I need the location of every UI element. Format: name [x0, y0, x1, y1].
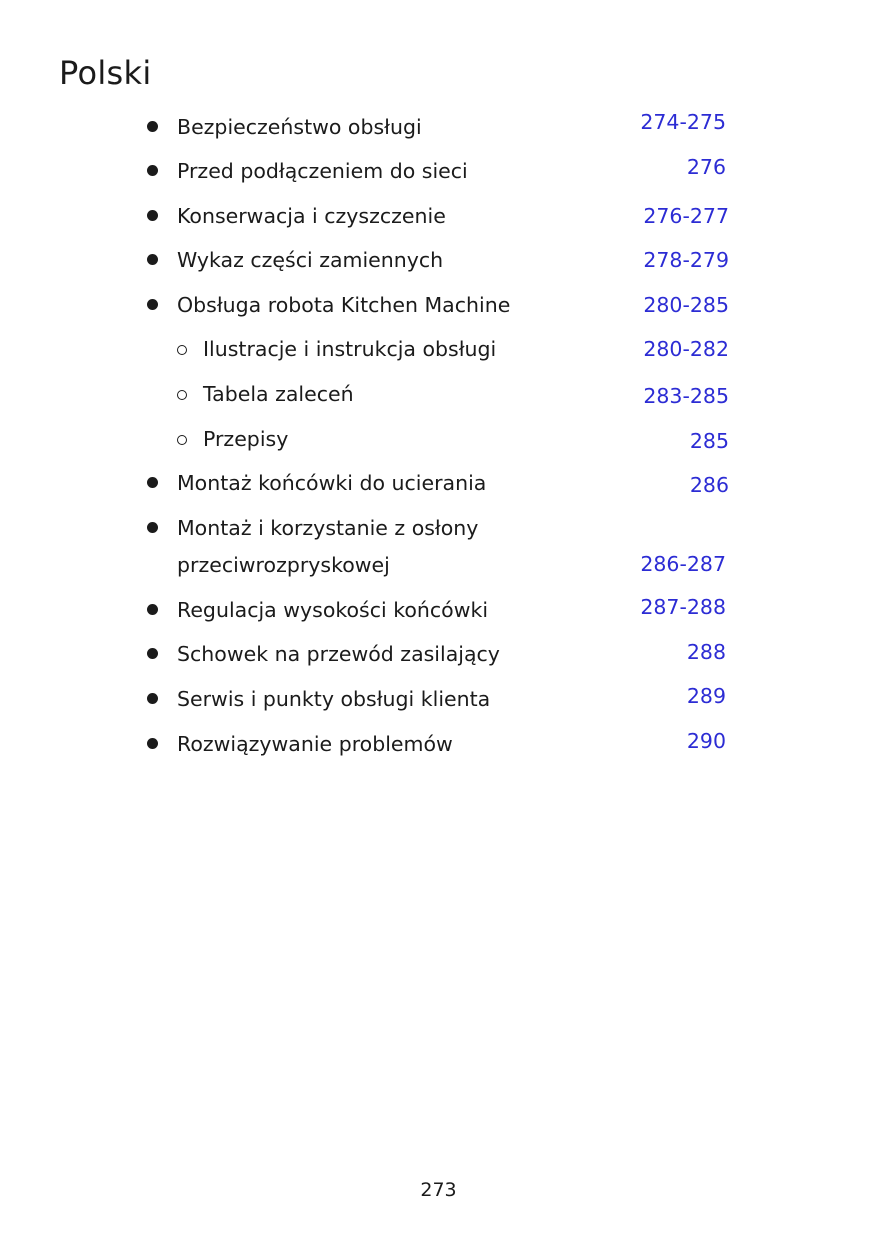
- hollow-bullet-icon: [177, 435, 187, 445]
- bullet-icon: [147, 477, 158, 488]
- toc-item[interactable]: [0, 685, 877, 715]
- bullet-icon: [147, 121, 158, 132]
- toc-item-label: Konserwacja i czyszczenie: [177, 204, 446, 228]
- toc-subitem[interactable]: [0, 335, 877, 365]
- toc-item-label: Obsługa robota Kitchen Machine: [177, 293, 511, 317]
- bullet-icon: [147, 693, 158, 704]
- toc-item-pages[interactable]: 289: [686, 684, 726, 708]
- toc-item-pages[interactable]: 274-275: [640, 110, 726, 134]
- bullet-icon: [147, 299, 158, 310]
- toc-item-label: Przed podłączeniem do sieci: [177, 159, 468, 183]
- toc-item-label: Montaż końcówki do ucierania: [177, 471, 487, 495]
- hollow-bullet-icon: [177, 345, 187, 355]
- toc-subitem-label: Przepisy: [203, 427, 289, 451]
- bullet-icon: [147, 648, 158, 659]
- toc-item-pages[interactable]: 285: [689, 429, 729, 453]
- toc-item-pages[interactable]: 286-287: [640, 552, 726, 576]
- toc-item-label: Wykaz części zamiennych: [177, 248, 444, 272]
- page-title: Polski: [59, 54, 152, 92]
- toc-item[interactable]: [0, 640, 877, 670]
- toc-subitem[interactable]: [0, 425, 877, 455]
- bullet-icon: [147, 254, 158, 265]
- toc-item-pages[interactable]: 287-288: [640, 595, 726, 619]
- toc-item-label: Rozwiązywanie problemów: [177, 732, 453, 756]
- toc-item-label: Bezpieczeństwo obsługi: [177, 115, 422, 139]
- toc-item-pages[interactable]: 290: [686, 729, 726, 753]
- hollow-bullet-icon: [177, 390, 187, 400]
- toc-item[interactable]: [0, 514, 877, 584]
- toc-item-pages[interactable]: 283-285: [643, 384, 729, 408]
- toc-item-pages[interactable]: 280-282: [643, 337, 729, 361]
- toc-item[interactable]: [0, 596, 877, 626]
- bullet-icon: [147, 165, 158, 176]
- bullet-icon: [147, 522, 158, 533]
- toc-item[interactable]: [0, 246, 877, 276]
- toc-item-pages[interactable]: 276-277: [643, 204, 729, 228]
- page-number: 273: [420, 1179, 457, 1201]
- toc-item-label: Schowek na przewód zasilający: [177, 642, 500, 666]
- toc-item[interactable]: [0, 202, 877, 232]
- toc-subitem[interactable]: [0, 380, 877, 410]
- bullet-icon: [147, 210, 158, 221]
- toc-item[interactable]: [0, 469, 877, 499]
- toc-item-pages[interactable]: 288: [686, 640, 726, 664]
- toc-item-pages[interactable]: 276: [686, 155, 726, 179]
- toc-item[interactable]: [0, 157, 877, 187]
- toc-item-pages[interactable]: 286: [689, 473, 729, 497]
- toc-subitem-label: Ilustracje i instrukcja obsługi: [203, 337, 497, 361]
- toc-item-label-continued: przeciwrozpryskowej: [177, 553, 390, 577]
- toc-item[interactable]: [0, 730, 877, 760]
- toc-item[interactable]: [0, 110, 877, 143]
- toc-item-pages[interactable]: 278-279: [643, 248, 729, 272]
- toc-item-label: Montaż i korzystanie z osłony: [177, 516, 479, 540]
- toc-subitem-label: Tabela zaleceń: [203, 382, 354, 406]
- toc-item-label: Serwis i punkty obsługi klienta: [177, 687, 491, 711]
- toc-item[interactable]: [0, 291, 877, 321]
- bullet-icon: [147, 738, 158, 749]
- toc-item-label: Regulacja wysokości końcówki: [177, 598, 489, 622]
- bullet-icon: [147, 604, 158, 615]
- toc-item-pages[interactable]: 280-285: [643, 293, 729, 317]
